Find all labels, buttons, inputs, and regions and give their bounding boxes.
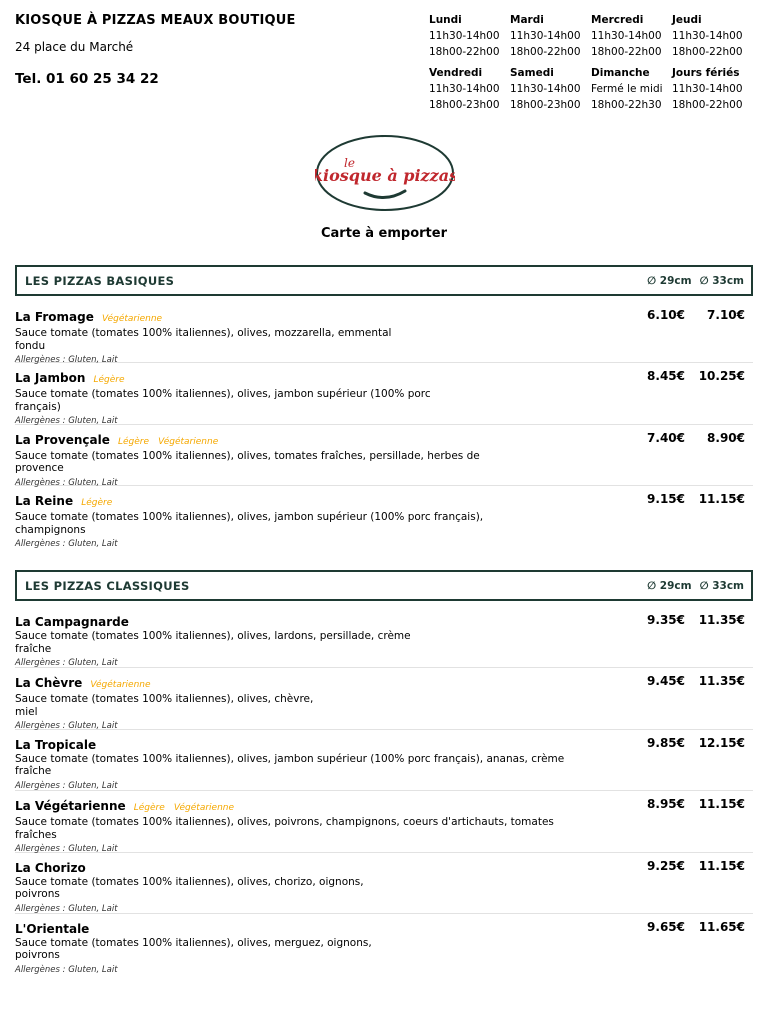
section-header — [15, 265, 753, 296]
item-description-line: provence — [15, 462, 64, 475]
hours-saturday — [510, 65, 591, 113]
item-allergens: Allergènes : Gluten, Lait — [15, 721, 118, 732]
store-info — [15, 12, 395, 88]
size-header-large: ∅ 33cm — [699, 274, 744, 287]
menu-title: Carte à emporter — [320, 226, 448, 241]
item-description — [15, 937, 605, 962]
section-basic-pizzas — [15, 265, 753, 548]
item-tag: Légère — [133, 803, 165, 814]
item-description-line: fraîche — [15, 642, 52, 655]
item-tag: Végétarienne — [90, 680, 151, 691]
price-small: 9.15€ — [647, 492, 685, 507]
item-allergens: Allergènes : Gluten, Lait — [15, 355, 118, 365]
item-allergens: Allergènes : Gluten, Lait — [15, 964, 118, 975]
menu-item[interactable] — [15, 607, 753, 668]
item-description-line: Sauce tomate (tomates 100% italiennes), olives, mozzarella, emmental — [15, 327, 392, 339]
item-description-line: Sauce tomate (tomates 100% italiennes), olives, merguez, oignons, — [15, 936, 372, 949]
item-name: La Tropicale — [15, 737, 97, 752]
menu-item[interactable] — [15, 730, 753, 791]
store-name: KIOSQUE À PIZZAS MEAUX BOUTIQUE — [15, 13, 296, 28]
opening-hours — [429, 12, 759, 113]
item-description-line: fraîches — [15, 828, 57, 841]
section-classic-pizzas — [15, 570, 753, 975]
menu-item[interactable] — [15, 425, 753, 486]
menu-item[interactable] — [15, 363, 753, 427]
item-description-line: Sauce tomate (tomates 100% italiennes), olives, tomates fraîches, persillade, herbes de — [15, 449, 480, 462]
store-phone[interactable]: Tel. 01 60 25 34 22 — [15, 71, 159, 87]
day-slot: 18h00-22h30 — [591, 99, 662, 111]
hours-row — [429, 12, 759, 60]
day-name: Jeudi — [672, 14, 702, 26]
menu-item[interactable] — [15, 914, 753, 975]
hours-wednesday — [591, 12, 672, 60]
price-large: 7.10€ — [707, 308, 745, 322]
item-tag: Végétarienne — [101, 314, 163, 324]
item-description — [15, 753, 605, 778]
item-description — [15, 327, 605, 352]
day-slot: 11h30-14h00 — [429, 83, 500, 95]
price-large: 11.65€ — [698, 919, 745, 934]
day-slot: 18h00-22h00 — [510, 46, 581, 58]
price-small: 8.95€ — [647, 797, 685, 812]
size-headers — [647, 580, 744, 592]
hours-monday — [429, 12, 510, 60]
item-description-line: miel — [15, 705, 38, 718]
item-allergens: Allergènes : Gluten, Lait — [15, 416, 118, 427]
price-large: 11.15€ — [698, 858, 745, 873]
item-name: La Jambon — [15, 371, 86, 386]
price-small: 9.85€ — [647, 735, 685, 750]
item-name: La Campagnarde — [15, 615, 129, 629]
item-description-line: Sauce tomate (tomates 100% italiennes), olives, chèvre, — [15, 693, 314, 706]
day-slot: 18h00-23h00 — [429, 99, 500, 111]
hours-holidays — [672, 65, 753, 113]
menu-item[interactable] — [15, 302, 753, 363]
price-large: 8.90€ — [707, 430, 745, 445]
price-large: 12.15€ — [698, 735, 745, 750]
item-name: La Reine — [15, 494, 74, 509]
day-name: Dimanche — [591, 67, 650, 79]
item-description — [15, 511, 605, 536]
item-description-line: Sauce tomate (tomates 100% italiennes), olives, jambon supérieur (100% porc français), ananas, crème — [15, 752, 565, 765]
day-slot: 18h00-22h00 — [591, 46, 662, 58]
item-description — [15, 876, 605, 901]
price-large: 10.25€ — [698, 369, 745, 384]
menu-item[interactable] — [15, 486, 753, 550]
day-slot: 18h00-22h00 — [672, 99, 743, 111]
item-description — [15, 450, 605, 475]
item-description — [15, 630, 605, 655]
day-name: Samedi — [510, 67, 554, 79]
item-description-line: Sauce tomate (tomates 100% italiennes), olives, lardons, persillade, crème — [15, 630, 411, 642]
item-description-line: poivrons — [15, 888, 60, 901]
day-name: Mercredi — [591, 14, 644, 26]
hours-row — [429, 65, 759, 113]
item-list — [15, 302, 753, 548]
hours-thursday — [672, 12, 753, 60]
hours-friday — [429, 65, 510, 113]
day-slot: 11h30-14h00 — [672, 30, 743, 42]
item-allergens: Allergènes : Gluten, Lait — [15, 477, 118, 488]
day-slot: 11h30-14h00 — [510, 30, 581, 42]
item-description-line: fraîche — [15, 765, 52, 778]
item-description-line: fondu — [15, 339, 46, 352]
item-description-line: Sauce tomate (tomates 100% italiennes), olives, jambon supérieur (100% porc — [15, 388, 431, 401]
menu-item[interactable] — [15, 791, 753, 855]
price-small: 6.10€ — [647, 308, 685, 322]
price-small: 9.65€ — [647, 919, 685, 934]
size-header-large: ∅ 33cm — [699, 579, 744, 592]
day-name: Mardi — [510, 14, 544, 26]
item-name: L'Orientale — [15, 921, 90, 936]
size-header-small: ∅ 29cm — [647, 579, 692, 592]
size-header-small: ∅ 29cm — [647, 274, 692, 287]
item-tag: Végétarienne — [158, 436, 219, 447]
store-address: 24 place du Marché — [15, 40, 134, 54]
price-large: 11.35€ — [698, 613, 745, 627]
item-description-line: poivrons — [15, 949, 60, 962]
day-slot: 11h30-14h00 — [429, 30, 500, 42]
section-title: LES PIZZAS BASIQUES — [25, 273, 175, 288]
item-description-line: Sauce tomate (tomates 100% italiennes), olives, chorizo, oignons, — [15, 875, 364, 888]
brand-logo — [315, 133, 455, 213]
price-small: 9.35€ — [647, 613, 685, 627]
item-description-line: Sauce tomate (tomates 100% italiennes), olives, poivrons, champignons, coeurs d'artichauts, tomates — [15, 816, 554, 829]
item-list — [15, 607, 753, 975]
day-slot: 11h30-14h00 — [510, 83, 581, 95]
day-slot: 11h30-14h00 — [591, 30, 662, 42]
item-allergens: Allergènes : Gluten, Lait — [15, 658, 118, 668]
price-small: 9.45€ — [647, 674, 685, 689]
item-tag: Légère — [117, 436, 149, 447]
item-description-line: Sauce tomate (tomates 100% italiennes), olives, jambon supérieur (100% porc français), — [15, 511, 484, 524]
day-slot: 11h30-14h00 — [672, 83, 743, 95]
item-description — [15, 388, 605, 413]
item-allergens: Allergènes : Gluten, Lait — [15, 903, 118, 914]
item-tag: Végétarienne — [173, 803, 235, 814]
item-allergens: Allergènes : Gluten, Lait — [15, 539, 118, 550]
item-allergens: Allergènes : Gluten, Lait — [15, 844, 118, 855]
item-name: La Fromage — [15, 310, 94, 324]
item-name: La Végétarienne — [15, 799, 126, 814]
day-slot: Fermé le midi — [591, 83, 663, 95]
price-large: 11.15€ — [698, 492, 745, 507]
hours-sunday — [591, 65, 672, 113]
item-description-line: français) — [15, 400, 61, 413]
item-allergens: Allergènes : Gluten, Lait — [15, 780, 118, 791]
day-slot: 18h00-22h00 — [672, 46, 743, 58]
menu-item[interactable] — [15, 853, 753, 914]
day-name: Lundi — [429, 14, 462, 26]
day-slot: 18h00-22h00 — [429, 46, 500, 58]
logo-text-le: le — [344, 156, 355, 170]
hours-tuesday — [510, 12, 591, 60]
item-tag: Légère — [93, 375, 125, 386]
item-tag: Légère — [81, 498, 113, 509]
item-description-line: champignons — [15, 523, 86, 536]
price-large: 11.35€ — [698, 674, 745, 689]
item-description — [15, 816, 605, 841]
day-name: Jours fériés — [672, 67, 740, 79]
size-headers — [647, 275, 744, 287]
day-slot: 18h00-23h00 — [510, 99, 581, 111]
logo-graphic — [315, 133, 455, 213]
day-name: Vendredi — [429, 67, 483, 79]
item-description — [15, 693, 605, 718]
price-small: 7.40€ — [647, 430, 685, 445]
price-large: 11.15€ — [698, 797, 745, 812]
logo-text-main: kiosque à pizzas — [315, 166, 455, 185]
section-header — [15, 570, 753, 601]
section-title: LES PIZZAS CLASSIQUES — [25, 578, 190, 593]
item-name: La Chorizo — [15, 860, 86, 875]
price-small: 9.25€ — [647, 858, 685, 873]
item-name: La Chèvre — [15, 676, 83, 691]
menu-item[interactable] — [15, 668, 753, 732]
price-small: 8.45€ — [647, 369, 685, 384]
item-name: La Provençale — [15, 432, 110, 447]
